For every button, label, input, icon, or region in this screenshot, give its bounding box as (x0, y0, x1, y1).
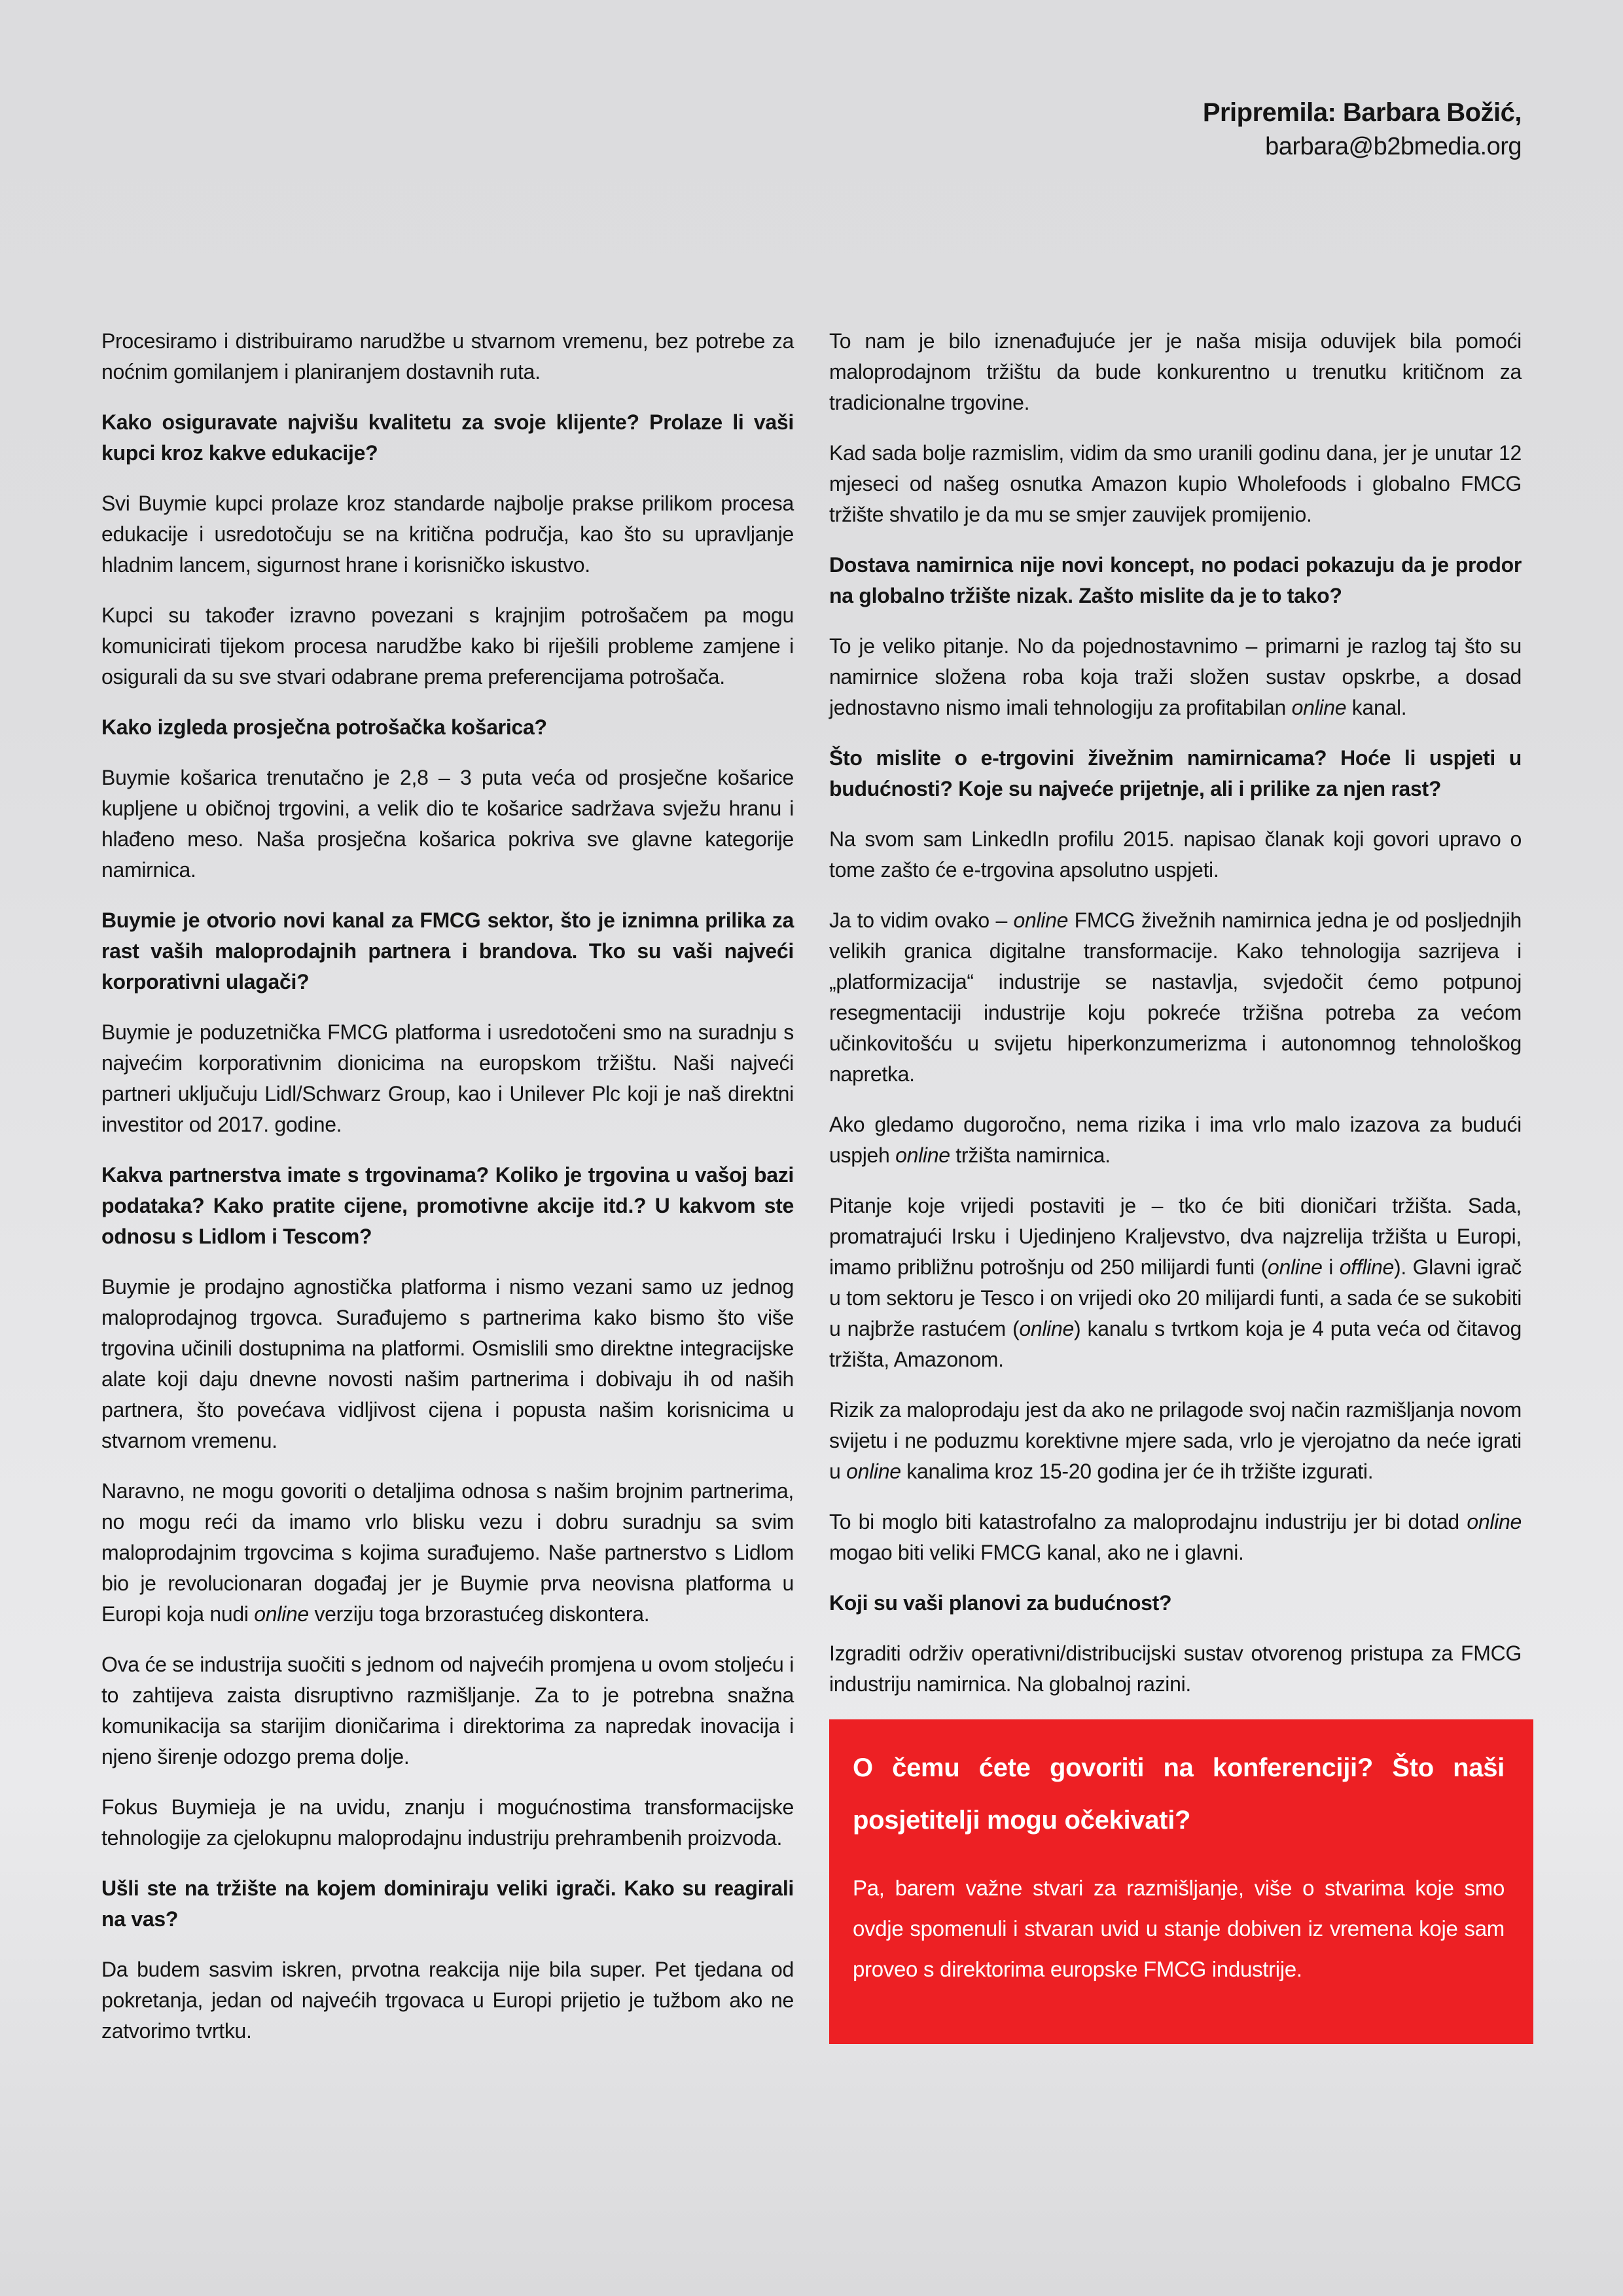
answer-paragraph (101, 326, 794, 387)
text-segment: Kad sada bolje razmislim, vidim da smo uranili godinu dana, jer je unutar 12 mjeseci od našeg osnutka Amazon kupio Wholefoods i globalno FMCG tržište shvatilo je da mu se smjer zauvijek promijenio. (829, 441, 1522, 526)
italic-text: online (1467, 1510, 1522, 1534)
text-segment: Ako gledamo dugoročno, nema rizika i ima vrlo malo izazova za budući uspjeh (829, 1113, 1522, 1167)
italic-text: online (846, 1460, 901, 1483)
question-heading (101, 1873, 794, 1935)
text-segment: Buymie je prodajno agnostička platforma i nismo vezani samo uz jednog maloprodajnog trgovca. Surađujemo s partnerima kako bismo što više trgovina učinili dostupnima na platformi. Osmislili smo direktne integracijske alate koji daju dnevne novosti našim partnerima i dobivaju ih od naših partnera, što povećava vidljivost cijena i popusta našim korisnicima u stvarnom vremenu. (101, 1275, 794, 1452)
text-segment: Da budem sasvim iskren, prvotna reakcija nije bila super. Pet tjedana od pokretanja, jedan od najvećih trgovaca u Europi prijetio je tužbom ako ne zatvorimo tvrtku. (101, 1958, 794, 2043)
byline (1203, 96, 1522, 164)
italic-text: online (254, 1602, 309, 1626)
answer-paragraph (101, 1017, 794, 1140)
answer-paragraph (101, 1476, 794, 1630)
italic-text: online (1291, 696, 1347, 719)
byline-email: barbara@b2bmedia.org (1265, 133, 1522, 160)
question-heading (829, 743, 1522, 804)
highlight-box (829, 1719, 1533, 2044)
text-segment: mogao biti veliki FMCG kanal, ako ne i glavni. (829, 1541, 1244, 1564)
text-segment: Izgraditi održiv operativni/distribucijski sustav otvorenog pristupa za FMCG industriju namirnica. Na globalnoj razini. (829, 1641, 1522, 1696)
text-segment: Kupci su također izravno povezani s krajnjim potrošačem pa mogu komunicirati tijekom procesa narudžbe kako bi riješili probleme zamjene i osigurali da su sve stvari odabrane prema preferencijama potrošača. (101, 603, 794, 689)
text-segment: Procesiramo i distribuiramo narudžbe u stvarnom vremenu, bez potrebe za noćnim gomilanjem i planiranjem dostavnih ruta. (101, 329, 794, 384)
italic-text: online (1013, 908, 1069, 932)
right-column-text (829, 326, 1522, 1700)
left-column (101, 326, 794, 2066)
answer-paragraph (101, 1792, 794, 1854)
text-segment: Kako osiguravate najvišu kvalitetu za svoje klijente? Prolaze li vaši kupci kroz kakve edukacije? (101, 410, 794, 465)
text-segment: kanal. (1346, 696, 1407, 719)
article-columns (101, 326, 1522, 2066)
text-segment: Dostava namirnica nije novi koncept, no podaci pokazuju da je prodor na globalno tržište nizak. Zašto mislite da je to tako? (829, 553, 1522, 607)
answer-paragraph (101, 762, 794, 886)
question-heading (829, 1588, 1522, 1619)
question-heading (829, 550, 1522, 611)
text-segment: Ušli ste na tržište na kojem dominiraju veliki igrači. Kako su reagirali na vas? (101, 1876, 794, 1931)
text-segment: Ja to vidim ovako – (829, 908, 1014, 932)
text-segment: Koji su vaši planovi za budućnost? (829, 1591, 1172, 1615)
text-segment: Na svom sam LinkedIn profilu 2015. napisao članak koji govori upravo o tome zašto će e-trgovina apsolutno uspjeti. (829, 827, 1522, 882)
text-segment: verziju toga brzorastućeg diskontera. (308, 1602, 650, 1626)
text-segment: Pitanje koje vrijedi postaviti je – tko će biti dioničari tržišta. Sada, promatrajući Irsku i Ujedinjeno Kraljevstvo, dva najzrelija tržišta u Europi, imamo približnu potrošnju od 250 milijardi funti ( (829, 1194, 1522, 1279)
answer-paragraph (829, 1507, 1522, 1568)
question-heading (101, 1160, 794, 1252)
answer-paragraph (101, 600, 794, 692)
question-heading (101, 905, 794, 997)
text-segment: To je veliko pitanje. No da pojednostavnimo – primarni je razlog taj što su namirnice složena roba koja traži složen sustav opskrbe, a dosad jednostavno nismo imali tehnologiju za profitabilan (829, 634, 1522, 719)
answer-paragraph (829, 631, 1522, 723)
highlight-box-question: O čemu ćete govoriti na konferenciji? Što naši posjetitelji mogu očekivati? (853, 1753, 1505, 1835)
text-segment: Kako izgleda prosječna potrošačka košarica? (101, 715, 547, 739)
answer-paragraph (101, 488, 794, 581)
italic-text: online (1267, 1255, 1323, 1279)
answer-paragraph (829, 824, 1522, 886)
answer-paragraph (829, 905, 1522, 1090)
text-segment: Buymie košarica trenutačno je 2,8 – 3 puta veća od prosječne košarice kupljene u običnoj trgovini, a velik dio te košarice sadržava svježu hranu i hlađeno meso. Naša prosječna košarica pokriva sve glavne kategorije namirnica. (101, 766, 794, 882)
text-segment: kanalima kroz 15-20 godina jer će ih tržište izgurati. (901, 1460, 1374, 1483)
text-segment: Kakva partnerstva imate s trgovinama? Koliko je trgovina u vašoj bazi podataka? Kako pratite cijene, promotivne akcije itd.? U kakvom ste odnosu s Lidlom i Tescom? (101, 1163, 794, 1248)
text-segment: Što mislite o e-trgovini živežnim namirnicama? Hoće li uspjeti u budućnosti? Koje su najveće prijetnje, ali i prilike za njen rast? (829, 746, 1522, 800)
answer-paragraph (829, 1191, 1522, 1375)
text-segment: Svi Buymie kupci prolaze kroz standarde najbolje prakse prilikom procesa edukacije i usredotočuju se na kritična područja, kao što su upravljanje hladnim lancem, sigurnost hrane i korisničko iskustvo. (101, 492, 794, 577)
italic-text: offline (1339, 1255, 1394, 1279)
answer-paragraph (829, 1638, 1522, 1700)
question-heading (101, 407, 794, 469)
text-segment: FMCG živežnih namirnica jedna je od posljednjih velikih granica digitalne transformacije. Kako tehnologija sazrijeva i „platformizacija“ industrije se nastavlja, svjedočit ćemo potpunoj resegmentaciji industrije koju pokreće tržišna potreba za većom učinkovitošću u svijetu hiperkonzumerizma i autonomnog tehnološkog napretka. (829, 908, 1522, 1086)
text-segment: Rizik za maloprodaju jest da ako ne prilagode svoj način razmišljanja novom svijetu i ne poduzmu korektivne mjere sada, vrlo je vjerojatno da neće igrati u (829, 1398, 1522, 1483)
text-segment: To nam je bilo iznenađujuće jer je naša misija oduvijek bila pomoći maloprodajnom tržištu da bude konkurentno u trenutku kritičnom za tradicionalne trgovine. (829, 329, 1522, 414)
answer-paragraph (829, 1395, 1522, 1487)
answer-paragraph (101, 1649, 794, 1772)
answer-paragraph (101, 1954, 794, 2047)
answer-paragraph (829, 438, 1522, 530)
text-segment: Ova će se industrija suočiti s jednom od najvećih promjena u ovom stoljeću i to zahtijeva zaista disruptivno razmišljanje. Za to je potrebna snažna komunikacija sa starijim dioničarima i direktorima za napredak inovacija i njeno širenje odozgo prema dolje. (101, 1653, 794, 1768)
right-column (829, 326, 1522, 2044)
italic-text: online (1019, 1317, 1074, 1340)
byline-author: Pripremila: Barbara Božić, (1202, 98, 1522, 127)
text-segment: i (1322, 1255, 1340, 1279)
text-segment: Buymie je otvorio novi kanal za FMCG sektor, što je iznimna prilika za rast vaših maloprodajnih partnera i brandova. Tko su vaši najveći korporativni ulagači? (101, 908, 794, 994)
text-segment: tržišta namirnica. (950, 1143, 1111, 1167)
text-segment: Naravno, ne mogu govoriti o detaljima odnosa s našim brojnim partnerima, no mogu reći da imamo vrlo blisku vezu i dobru suradnju sa svim maloprodajnim trgovcima s kojima surađujemo. Naše partnerstvo s Lidlom bio je revolucionaran događaj jer je Buymie prva neovisna platforma u Europi koja nudi (101, 1479, 794, 1626)
text-segment: ). Glavni igrač u tom sektoru je Tesco i on vrijedi oko 20 milijardi funti, a sada će se sukobiti u najbrže rastućem ( (829, 1255, 1522, 1340)
answer-paragraph (101, 1272, 794, 1456)
text-segment: Fokus Buymieja je na uvidu, znanju i mogućnostima transformacijske tehnologije za cjelokupnu maloprodajnu industriju prehrambenih proizvoda. (101, 1795, 794, 1850)
italic-text: online (895, 1143, 950, 1167)
question-heading (101, 712, 794, 743)
text-segment: ) kanalu s tvrtkom koja je 4 puta veća od čitavog tržišta, Amazonom. (829, 1317, 1522, 1371)
highlight-box-answer: Pa, barem važne stvari za razmišljanje, više o stvarima koje smo ovdje spomenuli i stvaran uvid u stanje dobiven iz vremena koje sam proveo s direktorima europske FMCG industrije. (853, 1876, 1505, 1981)
text-segment: To bi moglo biti katastrofalno za maloprodajnu industriju jer bi dotad (829, 1510, 1467, 1534)
text-segment: Buymie je poduzetnička FMCG platforma i usredotočeni smo na suradnju s najvećim korporativnim dionicima na europskom tržištu. Naši najveći partneri uključuju Lidl/Schwarz Group, kao i Unilever Plc koji je naš direktni investitor od 2017. godine. (101, 1020, 794, 1136)
answer-paragraph (829, 326, 1522, 418)
answer-paragraph (829, 1109, 1522, 1171)
